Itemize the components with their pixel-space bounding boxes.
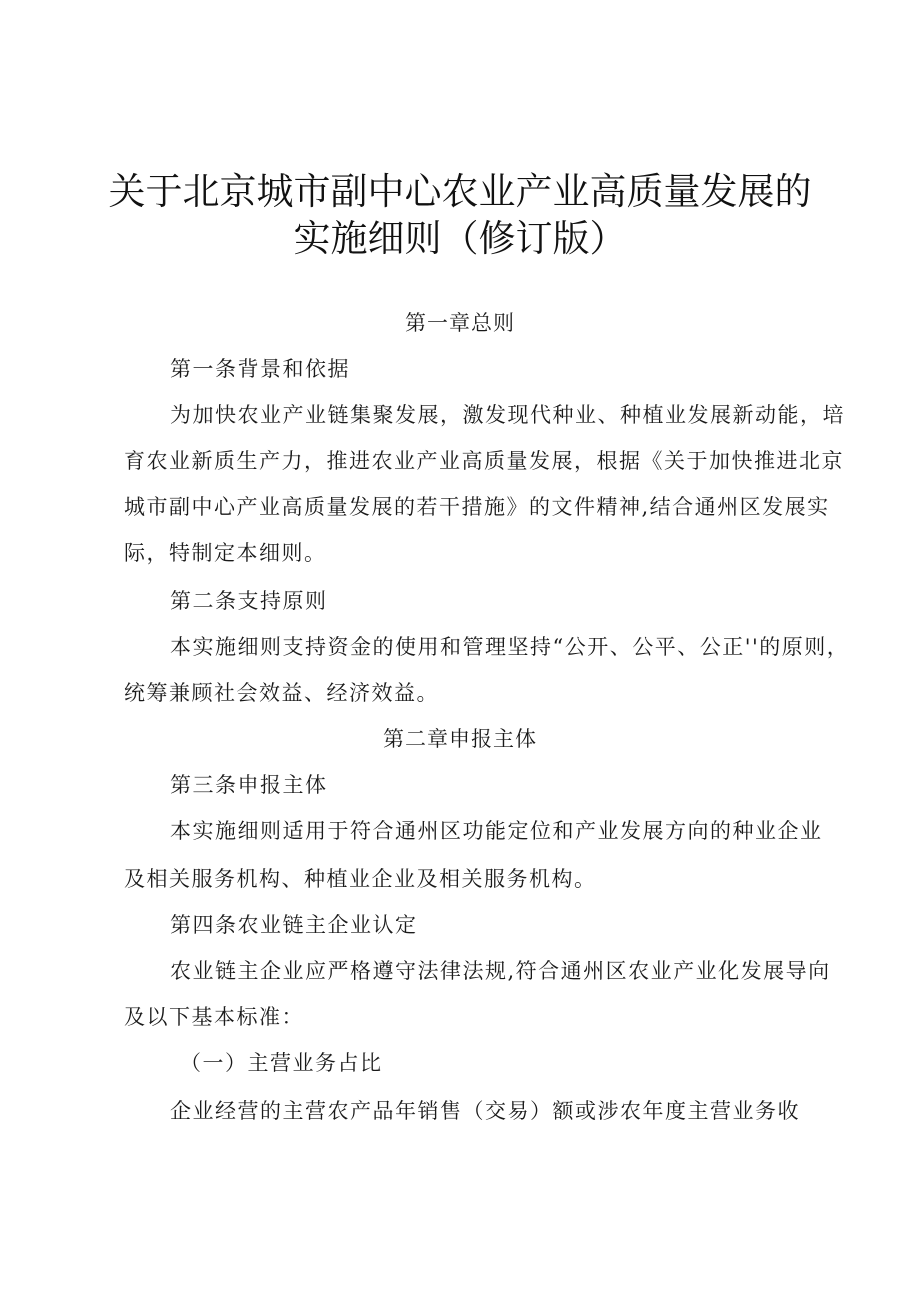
article-1-line-4: 际，特制定本细则。 xyxy=(124,541,327,565)
article-1-heading: 第一条背景和依据 xyxy=(170,357,350,381)
document-title-line-1: 关于北京城市副中心农业产业高质量发展的 xyxy=(108,170,812,213)
document-title-line-2: 实施细则（修订版） xyxy=(293,217,627,260)
item-1-line-1: 企业经营的主营农产品年销售（交易）额或涉农年度主营业务收 xyxy=(170,1099,800,1123)
chapter-heading-2: 第二章申报主体 xyxy=(383,727,537,751)
article-3-line-2: 及相关服务机构、种植业企业及相关服务机构。 xyxy=(124,867,597,891)
article-2-heading: 第二条支持原则 xyxy=(170,589,328,613)
article-1-line-3: 城市副中心产业高质量发展的若干措施》的文件精神,结合通州区发展实 xyxy=(124,495,830,519)
item-1-heading: （一）主营业务占比 xyxy=(180,1051,383,1075)
article-3-line-1: 本实施细则适用于符合通州区功能定位和产业发展方向的种业企业 xyxy=(170,819,823,843)
article-2-line-1: 本实施细则支持资金的使用和管理坚持“公开、公平、公正''的原则， xyxy=(170,635,850,659)
article-1-line-2: 育农业新质生产力，推进农业产业高质量发展，根据《关于加快推进北京 xyxy=(124,449,844,473)
chapter-heading-1: 第一章总则 xyxy=(405,311,515,335)
article-4-line-1: 农业链主企业应严格遵守法律法规,符合通州区农业产业化发展导向 xyxy=(170,959,831,983)
article-4-line-2: 及以下基本标准： xyxy=(124,1005,304,1029)
article-4-heading: 第四条农业链主企业认定 xyxy=(170,913,418,937)
article-1-line-1: 为加快农业产业链集聚发展，激发现代种业、种植业发展新动能，培 xyxy=(170,403,845,427)
article-3-heading: 第三条申报主体 xyxy=(170,773,328,797)
article-2-line-2: 统筹兼顾社会效益、经济效益。 xyxy=(124,681,439,705)
